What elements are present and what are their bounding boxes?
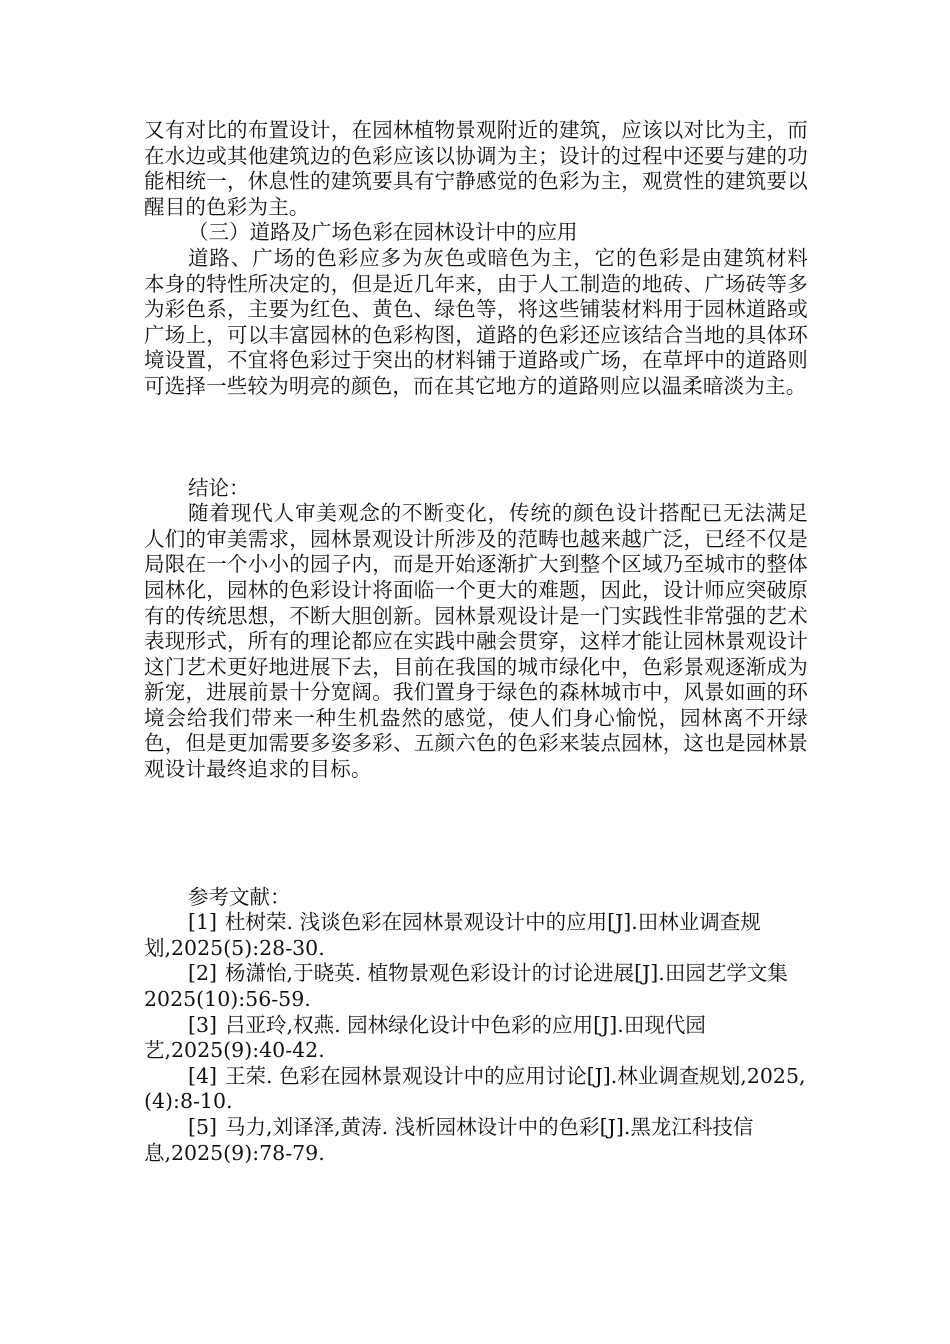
conclusion-heading: 结论：	[188, 475, 250, 500]
continued-paragraph: 又有对比的布置设计，在园林植物景观附近的建筑，应该以对比为主，而在水边或其他建筑边的色彩应该以协调为主；设计的过程中还要与建的功能相统一，休息性的建筑要具有宁静感觉的色彩为主，观赏性的建筑要以醒目的色彩为主。	[144, 118, 808, 219]
spacer	[144, 400, 808, 476]
section-paragraph: 道路、广场的色彩应多为灰色或暗色为主，它的色彩是由建筑材料本身的特性所决定的，但是近几年来，由于人工制造的地砖、广场砖等多为彩色系，主要为红色、黄色、绿色等，将这些铺装材料用于园林道路或广场上，可以丰富园林的色彩构图，道路的色彩还应该结合当地的具体环境设置，不宜将色彩过于突出的材料铺于道路或广场，在草坪中的道路则可选择一些较为明亮的颜色，而在其它地方的道路则应以温柔暗淡为主。	[144, 245, 808, 398]
reference-item	[144, 1115, 808, 1166]
reference-item	[144, 961, 808, 1012]
section-heading: （三）道路及广场色彩在园林设计中的应用	[188, 220, 578, 245]
reference-number: [4]	[188, 1063, 218, 1088]
reference-text: 杨潇怡,于晓英. 植物景观色彩设计的讨论进展[J].田园艺学文集 2025(10):56-59.	[144, 961, 788, 1012]
reference-item	[144, 1013, 808, 1064]
reference-number: [1]	[188, 910, 218, 935]
reference-text: 吕亚玲,权燕. 园林绿化设计中色彩的应用[J].田现代园艺,2025(9):40-42.	[144, 1012, 706, 1063]
document-page	[144, 118, 808, 1166]
reference-text: 王荣. 色彩在园林景观设计中的应用讨论[J].林业调查规划,2025,(4):8-10.	[144, 1063, 806, 1114]
reference-item	[144, 1064, 808, 1115]
reference-text: 杜树荣. 浅谈色彩在园林景观设计中的应用[J].田林业调查规划,2025(5):28-30.	[144, 910, 761, 960]
references-heading: 参考文献：	[188, 884, 291, 909]
reference-number: [3]	[188, 1012, 218, 1037]
spacer	[144, 783, 808, 885]
reference-number: [2]	[188, 961, 218, 986]
reference-item	[144, 910, 808, 961]
references-list	[144, 910, 808, 1166]
reference-number: [5]	[188, 1115, 218, 1139]
conclusion-paragraph: 随着现代人审美观念的不断变化，传统的颜色设计搭配已无法满足人们的审美需求，园林景观设计所涉及的范畴也越来越广泛，已经不仅是局限在一个小小的园子内，而是开始逐渐扩大到整个区域乃至城市的整体园林化，园林的色彩设计将面临一个更大的难题，因此，设计师应突破原有的传统思想，不断大胆创新。园林景观设计是一门实践性非常强的艺术表现形式，所有的理论都应在实践中融会贯穿，这样才能让园林景观设计这门艺术更好地进展下去，目前在我国的城市绿化中，色彩景观逐渐成为新宠，进展前景十分宽阔。我们置身于绿色的森林城市中，风景如画的环境会给我们带来一种生机盎然的感觉，使人们身心愉悦，园林离不开绿色，但是更加需要多姿多彩、五颜六色的色彩来装点园林，这也是园林景观设计最终追求的目标。	[144, 501, 808, 782]
reference-text: 马力,刘译泽,黄涛. 浅析园林设计中的色彩[J].黑龙江科技信息,2025(9):78-79.	[144, 1115, 754, 1165]
